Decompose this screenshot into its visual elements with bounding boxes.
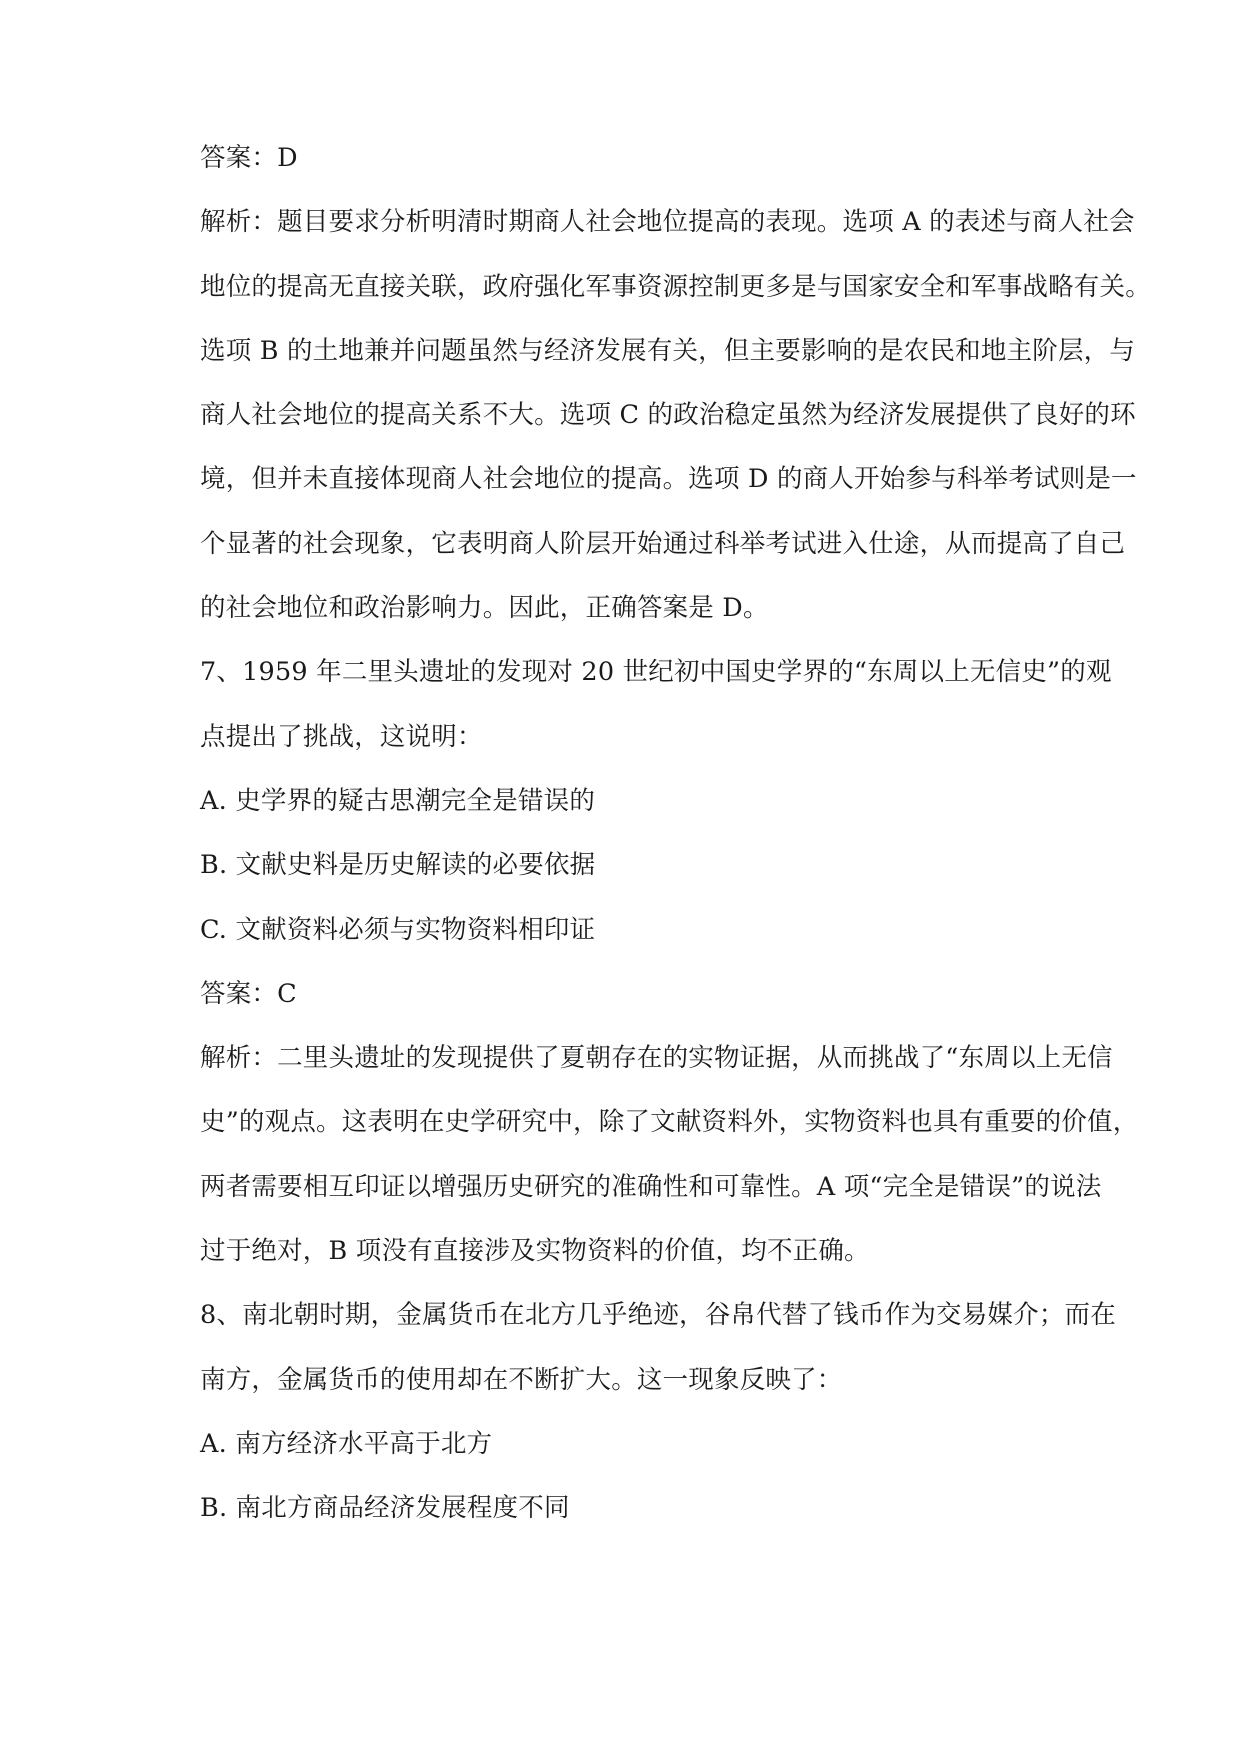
answer-line-q7: 答案：C xyxy=(200,978,297,1009)
explanation-line: 解析：题目要求分析明清时期商人社会地位提高的表现。选项 A 的表述与商人社会 xyxy=(200,207,1135,238)
option-b: B. 南北方商品经济发展程度不同 xyxy=(200,1493,570,1524)
explanation-line: 的社会地位和政治影响力。因此，正确答案是 D。 xyxy=(200,593,769,624)
explanation-line: 史”的观点。这表明在史学研究中，除了文献资料外，实物资料也具有重要的价值， xyxy=(200,1107,1139,1138)
explanation-line: 商人社会地位的提高关系不大。选项 C 的政治稳定虽然为经济发展提供了良好的环 xyxy=(200,400,1136,431)
question-8-line: 8、南北朝时期，金属货币在北方几乎绝迹，谷帛代替了钱币作为交易媒介；而在 xyxy=(200,1300,1116,1331)
explanation-line: 个显著的社会现象，它表明商人阶层开始通过科举考试进入仕途，从而提高了自己 xyxy=(200,528,1126,559)
explanation-line: 解析：二里头遗址的发现提供了夏朝存在的实物证据，从而挑战了“东周以上无信 xyxy=(200,1043,1113,1074)
explanation-line: 境，但并未直接体现商人社会地位的提高。选项 D 的商人开始参与科举考试则是一 xyxy=(200,464,1137,495)
option-c: C. 文献资料必须与实物资料相印证 xyxy=(200,914,596,945)
option-a: A. 史学界的疑古思潮完全是错误的 xyxy=(200,785,596,816)
answer-line-q6: 答案：D xyxy=(200,143,298,173)
explanation-line: 两者需要相互印证以增强历史研究的准确性和可靠性。A 项“完全是错误”的说法 xyxy=(200,1171,1102,1202)
question-7-line: 7、1959 年二里头遗址的发现对 20 世纪初中国史学界的“东周以上无信史”的观 xyxy=(200,657,1112,688)
option-a: A. 南方经济水平高于北方 xyxy=(200,1428,493,1459)
explanation-line: 选项 B 的土地兼并问题虽然与经济发展有关，但主要影响的是农民和地主阶层，与 xyxy=(200,335,1136,366)
question-8-line: 南方，金属货币的使用却在不断扩大。这一现象反映了： xyxy=(200,1364,843,1395)
explanation-line: 过于绝对，B 项没有直接涉及实物资料的价值，均不正确。 xyxy=(200,1236,870,1267)
document-body xyxy=(200,142,1151,1557)
question-7-line: 点提出了挑战，这说明： xyxy=(200,721,483,752)
explanation-line: 地位的提高无直接关联，政府强化军事资源控制更多是与国家安全和军事战略有关。 xyxy=(200,271,1151,302)
option-b: B. 文献史料是历史解读的必要依据 xyxy=(200,850,596,881)
